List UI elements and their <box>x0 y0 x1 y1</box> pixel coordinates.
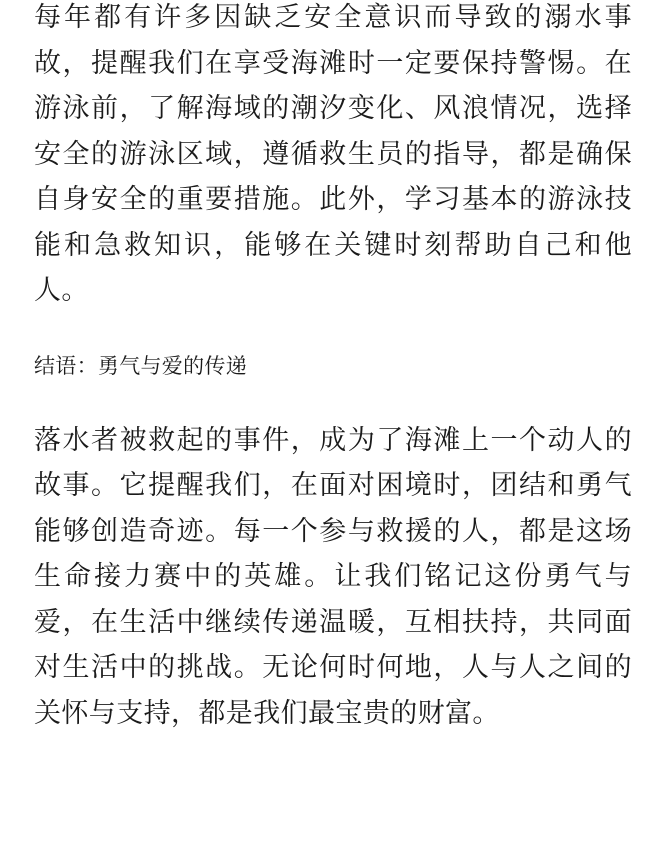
safety-paragraph: 每年都有许多因缺乏安全意识而导致的溺水事故，提醒我们在享受海滩时一定要保持警惕。在游泳前，了解海域的潮汐变化、风浪情况，选择安全的游泳区域，遵循救生员的指导，都是确保自身安全的重要措施。此外，学习基本的游泳技能和急救知识，能够在关键时刻帮助自己和他人。 <box>34 2 632 306</box>
section-heading-conclusion: 结语：勇气与爱的传递 <box>34 353 247 378</box>
conclusion-paragraph: 落水者被救起的事件，成为了海滩上一个动人的故事。它提醒我们，在面对困境时，团结和勇气能够创造奇迹。每一个参与救援的人，都是这场生命接力赛中的英雄。让我们铭记这份勇气与爱，在生活中继续传递温暖，互相扶持，共同面对生活中的挑战。无论何时何地，人与人之间的关怀与支持，都是我们最宝贵的财富。 <box>34 424 632 729</box>
